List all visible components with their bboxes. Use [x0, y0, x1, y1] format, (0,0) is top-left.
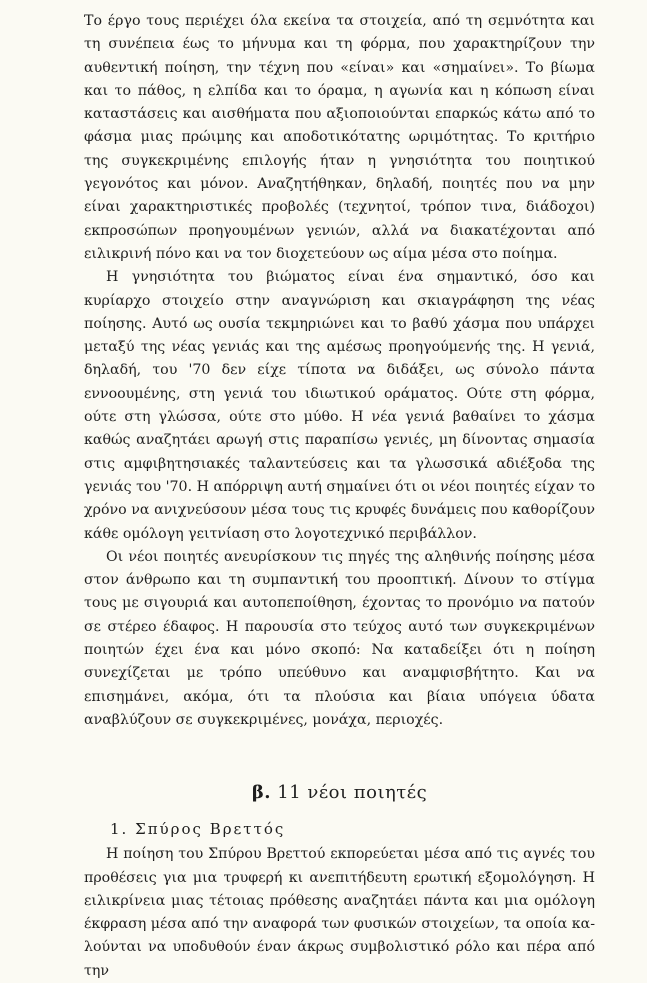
paragraph-1: Το έργο τους περιέχει όλα εκείνα τα στοιχεία, από τη σεμνότητα και τη συνέπεια έως το μήνυμα και τη φόρμα, που χαρακτηρίζουν την αυθεντική ποίηση, την τέχνη που «είναι» και «σημαίνει». Το βίωμα και το πάθος, η ελπίδα και το όραμα, η αγωνία και η κόπωση είναι καταστάσεις και αισθήματα που αξιοποιούνται επαρκώς κάτω από το φάσμα μιας πρώιμης και αποδοτικότατης ωριμότητας. Το κριτήριο της συγκεκριμένης επιλογής ήταν η γνησιότητα του ποιητικού γεγονότος και μόνον. Αναζητήθηκαν, δηλαδή, ποιητές που να μην είναι χαρακτηριστικές προβολές (τεχνητοί, τρόπον τινα, διάδοχοι) εκπροσώπων προηγουμένων γενιών, αλλά να διακατέχονται από ειλικρινή πόνο και να τον διοχετεύουν ως αίμα μέσα στο ποίημα. [84, 13, 595, 262]
poet-name: Σπύρος Βρεττός [135, 820, 286, 839]
paragraph-2: Η γνησιότητα του βιώματος είναι ένα σημαντικό, όσο και κυρίαρχο στοιχείο στην αναγνώριση και σκιαγράφηση της νέας ποίησης. Αυτό ως ουσία τεκμηριώνει και το βαθύ χάσμα που υπάρχει μεταξύ της νέας γενιάς και της αμέσως προηγούμενής της. Η γενιά, δηλαδή, του '70 δεν είχε τίποτα να διδάξει, ως σύνολο πάντα εννοουμένης, στη γενιά του ιδιωτικού οράματος. Ούτε στη φόρμα, ούτε στη γλώσσα, ούτε στο μύθο. Η νέα γενιά βαθαίνει το χάσμα καθώς αναζητάει αρωγή στις παραπίσω γενιές, μη δίνοντας σημασία στις αμφιβητησιακές ταλαντεύσεις και τα γλωσσικά αδιέξοδα της γενιάς του '70. Η απόρριψη αυτή σημαίνει ότι οι νέοι ποιητές είχαν το χρόνο να ανιχνεύσουν μέσα τους τις κρυφές δυνάμεις που καθορίζουν κάθε ομόλογη γειτνίαση στο λογοτεχνικό περιβάλλον. [84, 269, 595, 542]
poet-heading [110, 817, 595, 841]
section-mark: β. [251, 782, 272, 804]
paragraph-4: Η ποίηση του Σπύρου Βρεττού εκπορεύεται μέσα από τις αγνές του προθέσεις για μια τρυφερή κι ανεπιτήδευτη ερωτική εξομολόγηση. Η ειλικρίνεια μιας τέτοιας πρόθεσης αναζητάει πάντα και μια ομόλογη έκφραση μέσα από την αναφορά των φυσικών στοιχείων, τα οποία καλούνται να υποδυθούν έναν άκρως συμβολιστικό ρόλο και πέρα από την [84, 846, 595, 979]
paragraph-3: Οι νέοι ποιητές ανευρίσκουν τις πηγές της αληθινής ποίησης μέσα στον άνθρωπο και τη συμπαντική του προοπτική. Δίνουν το στίγμα τους με σιγουριά και αυτοπεποίθηση, έχοντας το προνόμιο να πατούν σε στέρεο έδαφος. Η παρουσία στο τεύχος αυτό των συγκεκριμένων ποιητών έχει ένα και μόνο σκοπό: Να καταδείξει ότι η ποίηση συνεχίζεται με τρόπο υπεύθυνο και αναμφισβήτητο. Και να επισημάνει, ακόμα, ότι τα πλούσια και βίαια υπόγεια ύδατα αναβλύζουν σε συγκεκριμένες, μονάχα, περιοχές. [84, 548, 595, 728]
intro-text [84, 10, 595, 732]
section-text [84, 843, 595, 983]
section-title: 11 νέοι ποιητές [277, 782, 428, 804]
section-heading [84, 782, 595, 803]
poet-number: 1. [110, 820, 129, 839]
